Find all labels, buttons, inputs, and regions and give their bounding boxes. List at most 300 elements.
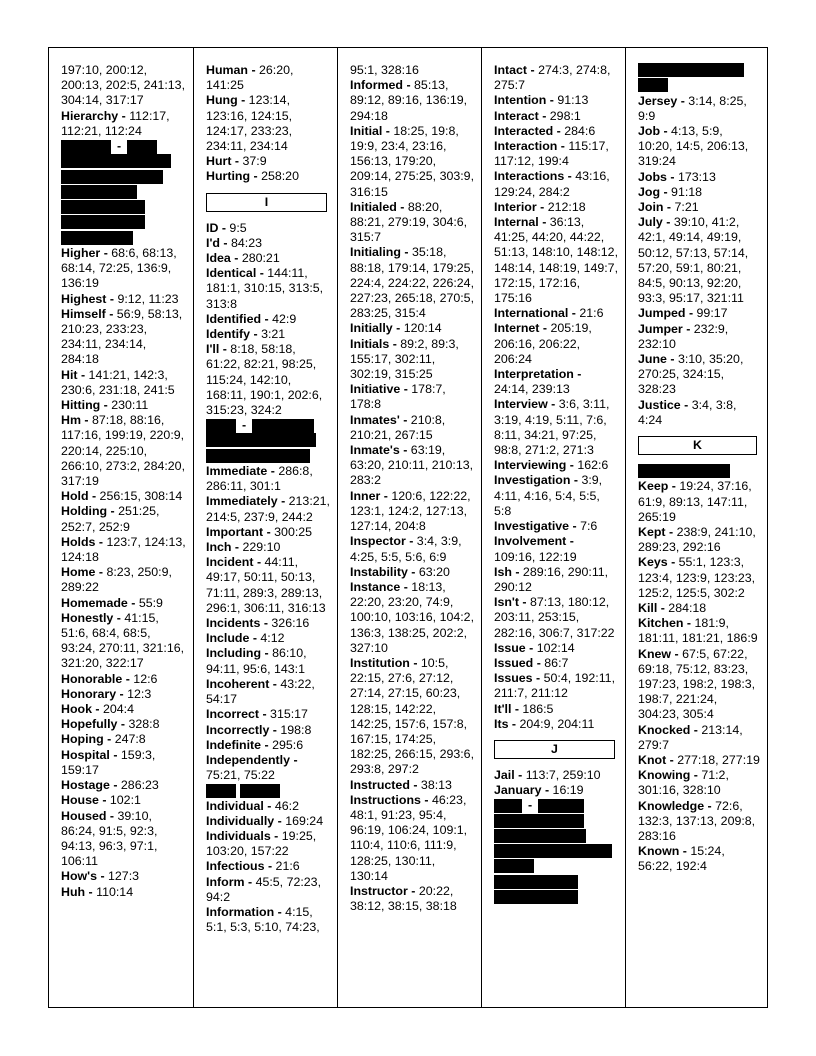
- redaction-row: [494, 798, 618, 813]
- index-column-5: [625, 48, 767, 1007]
- index-column-1: [49, 48, 193, 1007]
- index-separator: -: [569, 519, 581, 534]
- index-entry: [61, 885, 186, 900]
- section-letter-header: J: [494, 740, 615, 759]
- index-term: Intention: [494, 93, 547, 108]
- index-entry: [494, 671, 618, 701]
- index-separator: -: [683, 616, 695, 631]
- index-page-refs: 67:5, 67:22, 69:18, 75:12, 83:23, 197:23, 198:2, 198:3, 198:7, 221:24, 304:23, 305:4: [638, 646, 756, 722]
- index-term: House: [61, 793, 99, 808]
- index-page-refs: 3:14, 8:25, 9:9: [638, 93, 747, 123]
- index-page-refs: 213:14, 279:7: [638, 722, 743, 752]
- index-term: Ish: [494, 564, 512, 579]
- index-term: Housed: [61, 808, 107, 823]
- index-page-refs: 18:25, 19:8, 19:9, 23:4, 23:16, 156:13, 179:20, 209:14, 275:25, 303:9, 316:15: [350, 123, 475, 199]
- index-page-refs: 3:10, 35:20, 270:25, 324:15, 328:23: [638, 352, 744, 397]
- index-term: Incoherent: [206, 676, 270, 691]
- index-continuation: 197:10, 200:12, 200:13, 202:5, 241:13, 304:14, 317:17: [61, 63, 186, 108]
- index-term: International: [494, 306, 569, 321]
- index-term: Hm: [61, 413, 81, 428]
- index-separator: -: [570, 473, 582, 488]
- index-term: Known: [638, 844, 680, 859]
- index-entry: [494, 473, 618, 519]
- index-separator: -: [122, 671, 134, 686]
- redaction-bar: [638, 464, 730, 478]
- index-separator: -: [106, 808, 118, 823]
- index-separator: -: [218, 220, 230, 235]
- index-entry: [638, 200, 760, 215]
- index-page-refs: 26:20, 141:25: [206, 63, 294, 93]
- index-separator: -: [667, 555, 679, 570]
- index-entry: [494, 321, 618, 367]
- index-separator: -: [237, 93, 249, 108]
- index-term: Himself: [61, 306, 106, 321]
- index-page-refs: 87:18, 88:16, 117:16, 199:19, 220:9, 220:14, 225:10, 266:10, 273:2, 284:20, 317:19: [61, 413, 186, 489]
- index-entry: [206, 707, 330, 722]
- index-term: Incorrectly: [206, 722, 270, 737]
- index-entry: [61, 535, 186, 565]
- index-page-refs: 123:7, 124:13, 124:18: [61, 534, 186, 565]
- index-term: Inch: [206, 540, 232, 555]
- index-page-refs: 212:18: [547, 199, 586, 214]
- index-term: Internet: [494, 321, 540, 336]
- index-page-refs: 55:1, 123:3, 123:4, 123:9, 123:23, 125:2, 125:5, 302:2: [638, 555, 756, 600]
- index-page-refs: 89:2, 89:3, 155:17, 302:11, 302:19, 315:25: [350, 336, 459, 382]
- index-separator: -: [666, 753, 678, 768]
- index-term: Instance: [350, 579, 401, 594]
- index-page-refs: 300:25: [274, 524, 313, 539]
- index-separator: -: [566, 458, 578, 473]
- index-page-refs: 21:6: [275, 859, 300, 874]
- index-page-refs: 328:8: [128, 717, 160, 732]
- index-term: Human: [206, 63, 248, 77]
- index-term: Interacted: [494, 123, 554, 138]
- index-term: Hierarchy: [61, 108, 119, 123]
- index-term: Isn't: [494, 595, 519, 610]
- index-separator: -: [231, 154, 243, 169]
- index-page-refs: 63:20: [418, 564, 450, 579]
- index-page-refs: 229:10: [242, 540, 281, 555]
- index-entry: [206, 905, 330, 935]
- index-term: Idea: [206, 251, 231, 266]
- index-separator: -: [269, 722, 281, 737]
- index-entry: [494, 200, 618, 215]
- index-separator: -: [685, 306, 697, 321]
- index-page-refs: 144:11, 181:1, 310:15, 313:5, 313:8: [206, 266, 324, 311]
- index-term: Hit: [61, 367, 78, 382]
- index-term: Initialing: [350, 245, 401, 260]
- index-separator: -: [98, 793, 110, 808]
- index-separator: -: [261, 311, 273, 326]
- index-page-refs: 178:7, 178:8: [350, 382, 446, 412]
- index-page-refs: 204:4: [103, 702, 135, 717]
- index-separator: -: [260, 616, 272, 631]
- redaction-bar: [61, 231, 133, 245]
- index-entry: [350, 778, 474, 793]
- index-term: Highest: [61, 291, 107, 306]
- index-page-refs: 12:6: [133, 671, 158, 686]
- index-entry: [638, 479, 760, 525]
- index-page-refs: 274:3, 274:8, 275:7: [494, 63, 611, 93]
- index-term: Individual: [206, 798, 264, 813]
- index-page-refs: 213:21, 214:5, 237:9, 244:2: [206, 494, 330, 524]
- index-page-refs: 24:14, 239:13: [494, 382, 570, 397]
- index-entry: [494, 215, 618, 306]
- index-page-refs: 46:2: [274, 798, 299, 813]
- index-term: Issues: [494, 671, 533, 686]
- index-page-refs: 72:6, 132:3, 137:13, 209:8, 283:16: [638, 798, 756, 844]
- index-term: Important: [206, 524, 264, 539]
- index-entry: [61, 702, 186, 717]
- index-term: Hoping: [61, 732, 104, 747]
- index-term: Information: [206, 904, 275, 919]
- index-term: Instructed: [350, 777, 410, 792]
- index-term: Jog: [638, 184, 661, 199]
- index-separator: -: [532, 671, 544, 686]
- index-separator: -: [508, 716, 520, 731]
- index-entry: [638, 616, 760, 646]
- index-separator: -: [97, 869, 109, 884]
- redaction-dash: -: [242, 418, 247, 433]
- index-page-refs: 284:6: [564, 123, 596, 138]
- index-separator: -: [109, 778, 121, 793]
- index-entry: [350, 78, 474, 124]
- index-entry: [350, 793, 474, 884]
- index-page-refs: 9:12, 11:23: [117, 291, 179, 306]
- index-entry: [494, 768, 618, 783]
- index-page-refs: 8:18, 58:18, 61:22, 82:21, 98:25, 115:24, 142:10, 168:11, 190:1, 202:6, 315:23, 324:2: [206, 342, 323, 418]
- index-page-refs: 295:6: [272, 737, 304, 752]
- index-entry: [494, 397, 618, 458]
- index-separator: -: [518, 595, 530, 610]
- redaction-bar: [240, 784, 280, 798]
- index-term: Jail: [494, 767, 515, 782]
- index-entry: [61, 109, 186, 139]
- index-separator: -: [231, 540, 243, 555]
- index-term: Instability: [350, 564, 408, 579]
- redaction-bar: [638, 63, 744, 77]
- redaction-bar: [61, 185, 137, 199]
- index-separator: -: [249, 631, 261, 646]
- index-page-refs: 7:6: [580, 519, 598, 534]
- index-entry: [206, 221, 330, 236]
- index-page-refs: 120:6, 122:22, 123:1, 124:2, 127:13, 127:14, 204:8: [350, 488, 471, 534]
- index-page-refs: 41:15, 51:6, 68:4, 68:5, 93:24, 270:11, 321:16, 321:20, 322:17: [61, 610, 185, 671]
- index-separator: -: [95, 565, 107, 580]
- index-page-refs: 4:13, 5:9, 10:20, 14:5, 206:13, 319:24: [638, 124, 749, 169]
- index-entry: [206, 631, 330, 646]
- index-term: Interview: [494, 397, 548, 412]
- index-separator: -: [511, 564, 523, 579]
- index-entry: [350, 382, 474, 412]
- redaction-bar: [61, 215, 145, 229]
- index-column-4: [481, 48, 625, 1007]
- index-page-refs: 36:13, 41:25, 44:20, 44:22, 51:13, 148:10, 148:12, 148:14, 148:19, 149:7, 172:15, 172:16, 175:16: [494, 215, 619, 306]
- index-page-refs: 37:9: [242, 154, 267, 169]
- redaction-bar: [494, 875, 578, 889]
- index-term: Join: [638, 200, 664, 215]
- index-term: Knot: [638, 753, 667, 768]
- redaction-bar: [494, 890, 578, 904]
- index-page-refs: 205:19, 206:16, 206:22, 206:24: [494, 321, 592, 366]
- index-separator: -: [660, 124, 672, 138]
- index-entry: [206, 251, 330, 266]
- index-page-refs: 238:9, 241:10, 289:23, 292:16: [638, 524, 756, 555]
- section-letter-header: K: [638, 436, 757, 455]
- index-term: Home: [61, 565, 96, 580]
- index-entry: [350, 245, 474, 321]
- index-page-refs: 251:25, 252:7, 252:9: [61, 504, 160, 534]
- index-entry: [638, 398, 760, 428]
- index-separator: -: [274, 904, 286, 919]
- index-entry: [206, 312, 330, 327]
- index-entry: [61, 489, 186, 504]
- index-page-refs: 7:21: [674, 200, 699, 215]
- index-term: Initialed: [350, 199, 397, 214]
- index-term: Its: [494, 716, 509, 731]
- redaction-bar: [61, 140, 111, 154]
- index-page-refs: 3:4, 3:8, 4:24: [638, 397, 737, 427]
- index-entry: [206, 814, 330, 829]
- index-entry: [206, 63, 330, 93]
- index-term: I'll: [206, 342, 220, 357]
- index-separator: -: [400, 382, 412, 397]
- index-entry: [206, 555, 330, 616]
- index-separator: -: [103, 732, 115, 747]
- index-entry: [61, 778, 186, 793]
- index-entry: [638, 723, 760, 753]
- index-entry: [638, 94, 760, 124]
- index-page-refs: 68:6, 68:13, 68:14, 72:25, 136:9, 136:19: [61, 245, 177, 291]
- index-entry: [638, 352, 760, 398]
- index-entry: [350, 580, 474, 656]
- redaction-bar: [61, 170, 163, 184]
- redaction-dash: -: [528, 798, 533, 813]
- index-term: Independently: [206, 752, 290, 767]
- index-entry: [494, 169, 618, 199]
- index-page-refs: 123:14, 123:16, 124:15, 124:17, 233:23, 234:11, 234:14: [206, 93, 293, 154]
- index-term: Identified: [206, 311, 262, 326]
- index-separator: -: [91, 702, 103, 717]
- index-page-refs: 210:8, 210:21, 267:15: [350, 412, 446, 442]
- index-separator: -: [109, 747, 121, 762]
- index-entry: [206, 327, 330, 342]
- index-page-refs: 277:18, 277:19: [677, 753, 760, 768]
- index-page-refs: 44:11, 49:17, 50:11, 50:13, 71:11, 289:3, 289:13, 296:1, 306:11, 316:13: [206, 555, 326, 615]
- index-separator: -: [680, 397, 692, 412]
- index-page-refs: 102:1: [109, 793, 141, 808]
- index-separator: -: [514, 767, 526, 782]
- index-separator: -: [392, 321, 404, 336]
- index-separator: -: [671, 646, 683, 661]
- index-separator: -: [660, 184, 672, 199]
- index-term: Informed: [350, 78, 404, 93]
- index-term: Issue: [494, 640, 526, 655]
- index-separator: -: [219, 235, 231, 250]
- index-page-refs: 99:17: [696, 306, 728, 321]
- index-separator: -: [553, 123, 565, 138]
- index-entry: [206, 525, 330, 540]
- index-page-refs: 113:7, 259:10: [525, 767, 601, 782]
- index-term: Justice: [638, 397, 681, 412]
- index-term: Identify: [206, 327, 251, 342]
- index-term: Initially: [350, 321, 393, 336]
- index-page-refs: 110:14: [96, 884, 134, 899]
- index-separator: -: [564, 169, 576, 184]
- index-term: How's: [61, 869, 97, 884]
- index-page-refs: 85:13, 89:12, 89:16, 136:19, 294:18: [350, 78, 468, 123]
- redaction-bar: [206, 449, 310, 463]
- index-term: Kill: [638, 600, 658, 615]
- index-term: Knowing: [638, 768, 691, 783]
- index-separator: -: [88, 489, 100, 504]
- index-page-refs: 115:17, 117:12, 199:4: [494, 139, 609, 169]
- index-page-refs: 15:24, 56:22, 192:4: [638, 844, 725, 874]
- index-separator: -: [407, 883, 419, 898]
- index-continuation: 95:1, 328:16: [350, 63, 419, 77]
- index-entry: [638, 215, 760, 306]
- index-entry: [61, 596, 186, 611]
- index-entry: [61, 687, 186, 702]
- index-column-2: [193, 48, 337, 1007]
- index-term: Jumper: [638, 321, 683, 336]
- index-term: Intact: [494, 63, 528, 77]
- redaction-bar: [206, 784, 236, 798]
- index-term: Knowledge: [638, 798, 705, 813]
- index-term: Involvement: [494, 534, 567, 549]
- index-entry: [494, 717, 618, 732]
- index-separator: -: [261, 737, 273, 752]
- redaction-row: [206, 783, 330, 798]
- index-separator: -: [657, 600, 669, 615]
- index-page-refs: 315:17: [270, 707, 308, 722]
- index-page-refs: 4:15, 5:1, 5:3, 5:10, 74:23,: [206, 904, 320, 935]
- index-term: Holds: [61, 534, 96, 549]
- index-term: June: [638, 352, 667, 367]
- index-term: Kept: [638, 524, 666, 539]
- index-separator: -: [399, 412, 411, 427]
- index-separator: -: [261, 646, 273, 661]
- index-entry: [61, 292, 186, 307]
- index-entry: [61, 246, 186, 292]
- index-separator: -: [117, 717, 129, 732]
- index-separator: -: [547, 397, 559, 412]
- index-entry: [206, 616, 330, 631]
- index-term: July: [638, 215, 663, 230]
- index-entry: [494, 641, 618, 656]
- index-page-refs: 280:21: [241, 251, 280, 266]
- index-separator: -: [536, 199, 548, 214]
- index-separator: -: [277, 494, 289, 509]
- index-separator: -: [256, 266, 268, 281]
- index-page-refs: 10:5, 22:15, 27:6, 27:12, 27:14, 27:15, 60:23, 128:15, 142:22, 142:25, 157:6, 157:8, 167:15, 174:25, 182:25, 266:15, 293:6, 293:8, 297:2: [350, 655, 475, 777]
- index-entry: [494, 306, 618, 321]
- index-term: Inform: [206, 874, 245, 889]
- redaction-bar: [494, 814, 584, 828]
- index-page-refs: 87:13, 180:12, 203:11, 253:15, 282:16, 306:7, 317:22: [494, 595, 615, 640]
- index-page-refs: 256:15, 308:14: [99, 489, 183, 504]
- index-separator: -: [267, 464, 279, 479]
- index-term: I'd: [206, 235, 220, 250]
- index-entry: [61, 672, 186, 687]
- index-separator: -: [525, 640, 537, 655]
- index-term: Incidents: [206, 616, 261, 631]
- index-entry: [61, 717, 186, 732]
- index-entry: [61, 307, 186, 368]
- index-separator: -: [666, 169, 678, 184]
- index-entry: [206, 753, 330, 783]
- index-term: Hitting: [61, 398, 101, 413]
- index-separator: -: [541, 783, 553, 798]
- index-entry: [61, 869, 186, 884]
- index-term: Inspector: [350, 534, 406, 549]
- index-separator: -: [665, 524, 677, 539]
- index-page-refs: 75:21, 75:22: [206, 768, 275, 783]
- index-page-refs: 232:9, 232:10: [638, 321, 729, 351]
- index-page-refs: 19:25, 103:20, 157:22: [206, 828, 317, 859]
- index-separator: -: [263, 798, 275, 813]
- index-entry: [638, 555, 760, 601]
- index-separator: -: [546, 93, 558, 108]
- index-term: January: [494, 783, 542, 798]
- index-term: Hurting: [206, 169, 251, 184]
- index-separator: -: [557, 139, 569, 154]
- index-entry: [638, 844, 760, 874]
- redaction-row: [61, 139, 186, 154]
- index-entry: [494, 124, 618, 139]
- redaction-bar: [494, 829, 586, 843]
- index-entry: [206, 829, 330, 859]
- index-separator: -: [274, 813, 286, 828]
- index-entry: [638, 185, 760, 200]
- index-page-refs: 286:8, 286:11, 301:1: [206, 464, 313, 494]
- index-entry: [494, 367, 618, 397]
- index-separator: -: [690, 768, 702, 783]
- index-term: ID: [206, 220, 219, 235]
- index-term: It'll: [494, 701, 512, 716]
- index-entry: [61, 368, 186, 398]
- index-term: Hung: [206, 93, 238, 108]
- index-term: Individually: [206, 813, 275, 828]
- index-term: Investigation: [494, 473, 571, 488]
- index-page-refs: 284:18: [668, 600, 707, 615]
- redaction-bar: [494, 844, 612, 858]
- index-entry: [638, 753, 760, 768]
- index-separator: -: [269, 676, 281, 691]
- index-term: Jersey: [638, 93, 678, 108]
- index-separator: -: [538, 215, 550, 230]
- index-entry: [494, 63, 618, 93]
- index-entry: [61, 809, 186, 870]
- index-page-refs: 9:5: [229, 220, 247, 235]
- index-page-refs: 141:21, 142:3, 230:6, 231:18, 241:5: [61, 367, 175, 397]
- index-term: Holding: [61, 504, 108, 519]
- index-entry: [494, 109, 618, 124]
- index-separator: -: [527, 63, 539, 77]
- index-separator: -: [107, 504, 119, 519]
- index-page-refs: 12:3: [127, 686, 152, 701]
- index-page-refs: 91:18: [671, 184, 703, 199]
- index-page-refs: 186:5: [522, 701, 554, 716]
- index-term: Knew: [638, 646, 672, 661]
- index-term: Interpretation: [494, 367, 574, 382]
- index-separator: -: [679, 844, 691, 859]
- index-term: Individuals: [206, 828, 271, 843]
- index-page-refs: 86:7: [544, 655, 569, 670]
- index-separator: -: [405, 534, 417, 549]
- index-entry: [206, 236, 330, 251]
- index-column-3: [337, 48, 481, 1007]
